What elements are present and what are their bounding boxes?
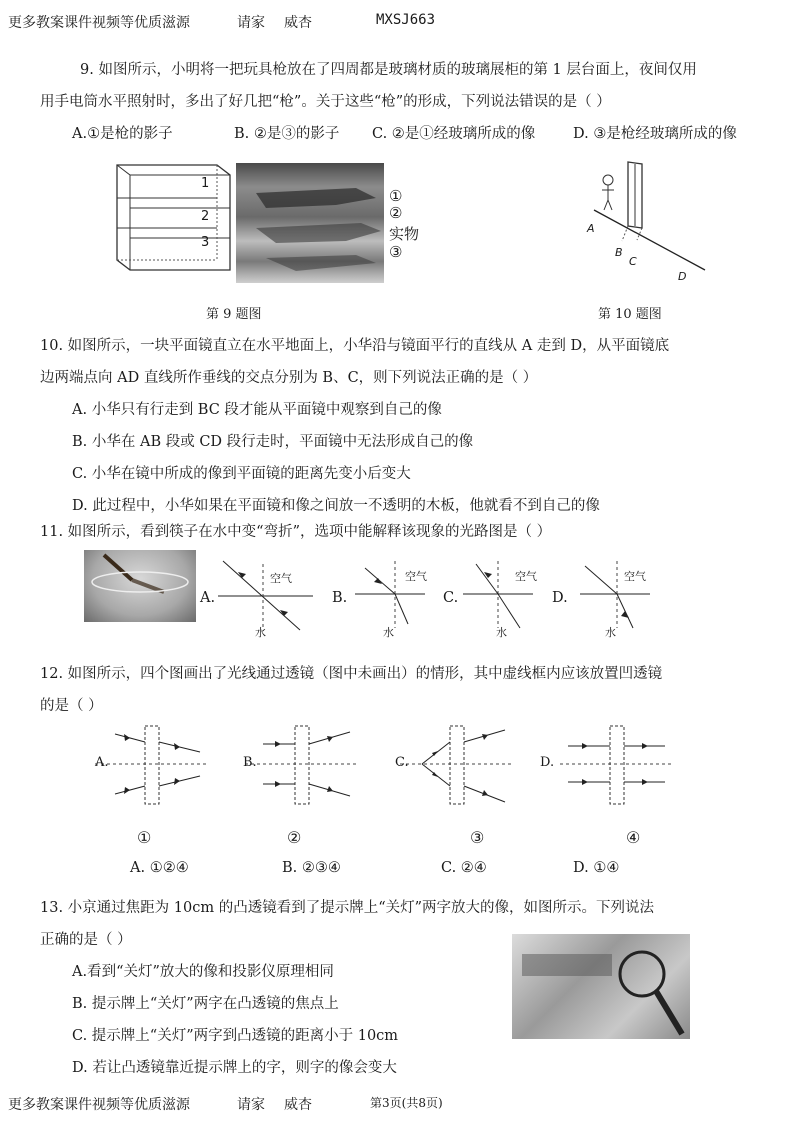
q9-shelf-label-3: 3 [201, 235, 210, 250]
q12-letter-a: A. [95, 755, 109, 770]
q11-label-a: A. [200, 590, 216, 606]
q13-stem-line1: 13. 小京通过焦距为 10cm 的凸透镜看到了提示牌上“关灯”两字放大的像，如图所示。下列说法 [40, 900, 655, 916]
q11-c-air: 空气 [515, 570, 537, 583]
q10-option-d: D. 此过程中，小华如果在平面镜和像之间放一不透明的木板，他就看不到自己的像 [72, 498, 600, 514]
q9-photo-label-3: ③ [389, 243, 403, 261]
q10-option-b: B. 小华在 AB 段或 CD 段行走时，平面镜中无法形成自己的像 [72, 434, 474, 450]
q11-b-water: 水 [383, 626, 394, 639]
q12-letter-c: C. [395, 755, 409, 770]
q11-a-water: 水 [255, 626, 266, 639]
footer-left: 更多教案课件视频等优质滋源 [8, 1097, 190, 1113]
q12-fig-num-2: ② [287, 828, 302, 847]
q9-stem-line1: 9. 如图所示，小明将一把玩具枪放在了四周都是玻璃材质的玻璃展柜的第 1 层台面上，夜间仅用 [80, 62, 697, 78]
q10-option-c: C. 小华在镜中所成的像到平面镜的距离先变小后变大 [72, 466, 411, 482]
q11-photo-chopstick [84, 550, 196, 622]
q12-fig-num-4: ④ [626, 828, 641, 847]
q10-caption: 第 10 题图 [598, 307, 662, 322]
q10-stem-line2: 边两端点向 AD 直线所作垂线的交点分别为 B、C，则下列说法正确的是（ ） [40, 370, 538, 386]
q11-stem: 11. 如图所示，看到筷子在水中变“弯折”，选项中能解释该现象的光路图是（ ） [40, 524, 552, 540]
q12-diagram-2 [245, 722, 360, 812]
header-mid1: 请家 [237, 15, 265, 31]
q12-option-c: C. ②④ [441, 860, 487, 876]
footer-mid2: 威杏 [284, 1097, 312, 1113]
q12-stem-line2: 的是（ ） [40, 698, 103, 714]
header-left: 更多教案课件视频等优质滋源 [8, 15, 190, 31]
q10-stem-line1: 10. 如图所示，一块平面镜直立在水平地面上，小华沿与镜面平行的直线从 A 走到 D，从平面镜底 [40, 338, 670, 354]
q10-point-d: D [678, 270, 687, 283]
q11-label-c: C. [443, 590, 459, 606]
q12-diagram-4 [560, 722, 675, 812]
q11-a-air: 空气 [270, 572, 292, 585]
q10-option-a: A. 小华只有行走到 BC 段才能从平面镜中观察到自己的像 [72, 402, 442, 418]
q9-shelf-label-1: 1 [201, 176, 210, 191]
q10-point-c: C [629, 255, 637, 268]
q11-label-b: B. [332, 590, 348, 606]
q9-photo-label-real: 实物 [389, 225, 420, 243]
q12-option-d: D. ①④ [573, 860, 620, 876]
q12-stem-line1: 12. 如图所示，四个图画出了光线通过透镜（图中未画出）的情形，其中虚线框内应该放置凹透镜 [40, 666, 663, 682]
q12-letter-d: D. [540, 755, 555, 770]
q9-option-c: C. ②是①经玻璃所成的像 [372, 126, 536, 142]
q9-option-d: D. ③是枪经玻璃所成的像 [573, 126, 737, 142]
q9-photo-label-2: ② [389, 204, 403, 222]
q9-option-b: B. ②是③的影子 [234, 126, 340, 142]
q12-fig-num-1: ① [137, 828, 152, 847]
q9-stem-line2: 用手电筒水平照射时，多出了好几把“枪”。关于这些“枪”的形成，下列说法错误的是（ ） [40, 94, 611, 110]
q9-cabinet-figure [112, 160, 232, 280]
q13-option-a: A.看到“关灯”放大的像和投影仪原理相同 [72, 964, 334, 980]
q12-diagram-3 [400, 722, 515, 812]
q12-fig-num-3: ③ [470, 828, 485, 847]
q10-mirror-figure [580, 160, 710, 290]
q13-option-b: B. 提示牌上“关灯”两字在凸透镜的焦点上 [72, 996, 339, 1012]
q13-magnifier-shape [512, 934, 692, 1044]
q11-label-d: D. [552, 590, 568, 606]
q12-option-a: A. ①②④ [130, 860, 189, 876]
q11-d-air: 空气 [624, 570, 646, 583]
footer-page-number: 第3页(共8页) [370, 1096, 443, 1110]
header-code: MXSJ663 [376, 12, 436, 28]
q10-point-b: B [615, 246, 623, 259]
q12-letter-b: B. [243, 755, 257, 770]
q9-photo-label-1: ① [389, 187, 403, 205]
q13-option-d: D. 若让凸透镜靠近提示牌上的字，则字的像会变大 [72, 1060, 397, 1076]
q11-c-water: 水 [496, 626, 507, 639]
q12-diagram-1 [95, 722, 210, 812]
q11-b-air: 空气 [405, 570, 427, 583]
q9-caption: 第 9 题图 [206, 307, 262, 322]
q9-option-a: A.①是枪的影子 [72, 126, 173, 142]
q10-point-a: A [587, 222, 595, 235]
q12-option-b: B. ②③④ [282, 860, 341, 876]
q11-d-water: 水 [605, 626, 616, 639]
footer-mid1: 请家 [237, 1097, 265, 1113]
q13-stem-line2: 正确的是（ ） [40, 932, 132, 948]
q13-option-c: C. 提示牌上“关灯”两字到凸透镜的距离小于 10cm [72, 1028, 399, 1044]
q9-shelf-label-2: 2 [201, 209, 210, 224]
q9-photo-gun-shapes [236, 163, 386, 283]
header-mid2: 威杏 [284, 15, 312, 31]
